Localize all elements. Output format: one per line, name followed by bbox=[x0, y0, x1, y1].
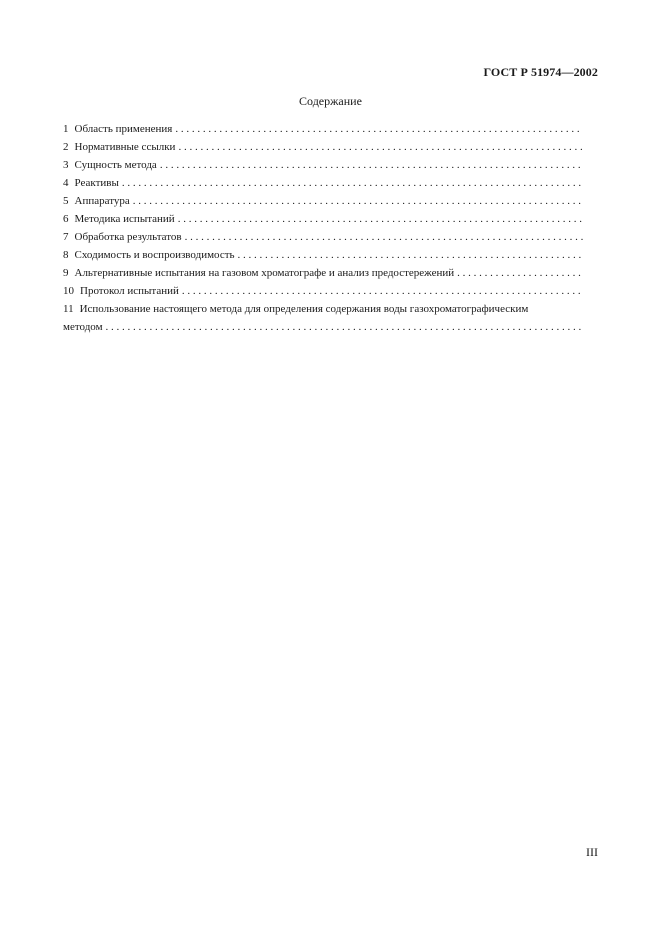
toc-entry[interactable] bbox=[63, 156, 583, 174]
toc-entry-number: 10 bbox=[63, 285, 74, 297]
toc-entry-label: Нормативные ссылки bbox=[74, 141, 176, 153]
toc-entry-label: Использование настоящего метода для определения содержания воды газохроматографическим bbox=[79, 303, 529, 315]
toc-dot-leader bbox=[122, 174, 583, 192]
toc-entry-number: 3 bbox=[63, 159, 69, 171]
toc-entry-number: 11 bbox=[63, 303, 74, 315]
table-of-contents bbox=[63, 120, 583, 336]
toc-entry-label: Сходимость и воспроизводимость bbox=[74, 249, 235, 261]
toc-entry[interactable] bbox=[63, 210, 583, 228]
toc-entry-label-continued: методом bbox=[63, 321, 103, 333]
toc-entry[interactable] bbox=[63, 300, 583, 336]
toc-dot-leader bbox=[178, 210, 583, 228]
toc-title: Содержание bbox=[299, 94, 362, 108]
toc-entry-number: 5 bbox=[63, 195, 69, 207]
document-code: ГОСТ Р 51974—2002 bbox=[483, 65, 598, 79]
toc-entry[interactable] bbox=[63, 246, 583, 264]
toc-entry[interactable] bbox=[63, 264, 583, 282]
toc-entry-label: Альтернативные испытания на газовом хроматографе и анализ предостережений bbox=[74, 267, 455, 279]
toc-entry-number: 8 bbox=[63, 249, 69, 261]
toc-entry-number: 4 bbox=[63, 177, 69, 189]
toc-dot-leader bbox=[106, 318, 583, 336]
toc-entry[interactable] bbox=[63, 138, 583, 156]
toc-entry[interactable] bbox=[63, 174, 583, 192]
toc-entry-number: 6 bbox=[63, 213, 69, 225]
toc-entry[interactable] bbox=[63, 192, 583, 210]
toc-entry-label: Область применения bbox=[74, 123, 173, 135]
toc-dot-leader bbox=[185, 228, 583, 246]
toc-entry-label: Аппаратура bbox=[74, 195, 130, 207]
toc-dot-leader bbox=[178, 138, 583, 156]
toc-entry-label: Сущность метода bbox=[74, 159, 157, 171]
toc-dot-leader bbox=[182, 282, 583, 300]
toc-entry-number: 7 bbox=[63, 231, 69, 243]
toc-entry-label: Реактивы bbox=[74, 177, 119, 189]
toc-dot-leader bbox=[175, 120, 583, 138]
toc-entry[interactable] bbox=[63, 228, 583, 246]
toc-dot-leader bbox=[238, 246, 583, 264]
toc-entry-number: 2 bbox=[63, 141, 69, 153]
toc-entry[interactable] bbox=[63, 282, 583, 300]
toc-dot-leader bbox=[133, 192, 583, 210]
toc-entry-number: 1 bbox=[63, 123, 69, 135]
toc-dot-leader bbox=[457, 264, 583, 282]
toc-entry-number: 9 bbox=[63, 267, 69, 279]
toc-dot-leader bbox=[160, 156, 583, 174]
page-number: III bbox=[586, 845, 598, 859]
toc-entry-label: Методика испытаний bbox=[74, 213, 175, 225]
toc-entry-label: Протокол испытаний bbox=[80, 285, 179, 297]
toc-entry[interactable] bbox=[63, 120, 583, 138]
toc-entry-label: Обработка результатов bbox=[74, 231, 182, 243]
